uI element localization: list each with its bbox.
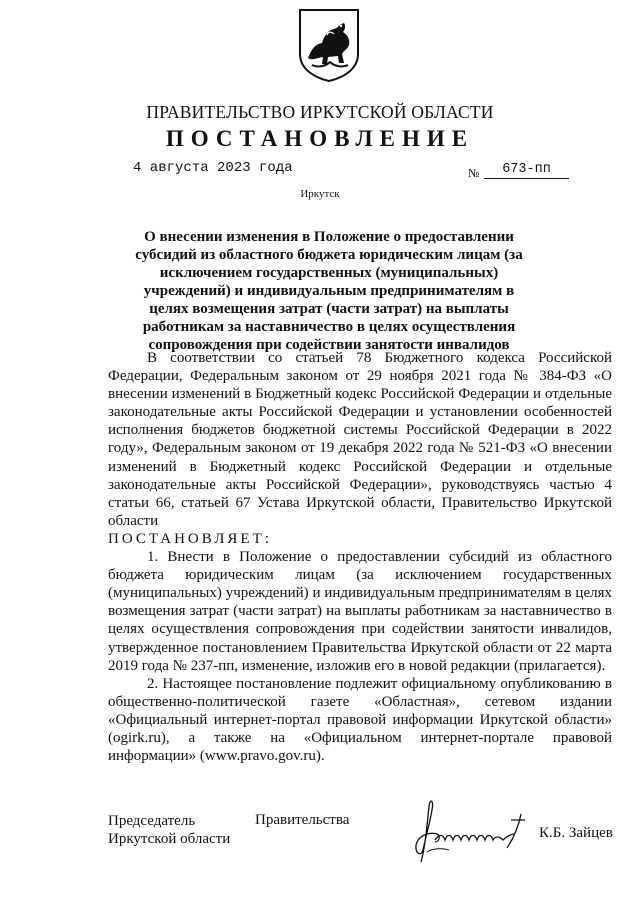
position-word-government: Правительства: [255, 812, 350, 828]
resolves-heading: ПОСТАНОВЛЯЕТ:: [108, 530, 272, 547]
number-label: №: [468, 166, 480, 180]
item-2-paragraph: 2. Настоящее постановление подлежит официальному опубликованию в общественно-политической газете «Областная», сетевом издании «Официальный интернет-портал правовой информации Иркутской области» (ogirk.ru), а также на «Официальном интернет-портале правовой информации» (www.pravo.gov.ru).: [108, 675, 612, 765]
signatory-position: [108, 812, 230, 848]
coat-of-arms-icon: [298, 8, 360, 82]
position-line-1: Председатель: [108, 813, 196, 829]
item-1-paragraph: 1. Внести в Положение о предоставлении субсидий из областного бюджета юридическим лицам (за исключением государственных (муниципальных) учреждений) и индивидуальным предпринимателям в целях возмещения затрат (части затрат) на выплаты работникам за наставничество в целях осуществления сопровождения при содействии занятости инвалидов, утвержденное постановлением Правительства Иркутской области от 22 марта 2019 года № 237-пп, изменение, изложив его в новой редакции (прилагается).: [108, 549, 612, 674]
government-name: ПРАВИТЕЛЬСТВО ИРКУТСКОЙ ОБЛАСТИ: [146, 102, 494, 122]
document-title: О внесении изменения в Положение о предоставлении субсидий из областного бюджета юридическим лицам (за исключением государственных (муниципальных) учреждений) и индивидуальным предпринимателям в целях возмещения затрат (части затрат) на выплаты работникам за наставничество в целях осуществления сопровождения при содействии занятости инвалидов: [135, 229, 523, 353]
decree-date: 4 августа 2023 года: [133, 160, 293, 176]
city: Иркутск: [300, 188, 340, 200]
decree-number: 673-пп: [484, 162, 569, 179]
handwritten-signature-icon: [403, 790, 543, 870]
position-line-2: Иркутской области: [108, 831, 231, 847]
document-body: [108, 349, 612, 765]
signatory-name: К.Б. Зайцев: [539, 825, 613, 841]
preamble-paragraph: В соответствии со статьей 78 Бюджетного кодекса Российской Федерации, Федеральным законом от 29 ноября 2021 года № 384-ФЗ «О внесении изменений в Бюджетный кодекс Российской Федерации и отдельные законодательные акты Российской Федерации и установлении особенностей исполнения бюджетов бюджетной системы Российской Федерации в 2022 году», Федеральным законом от 19 декабря 2022 года № 521-ФЗ «О внесении изменений в Бюджетный кодекс Российской Федерации и отдельные законодательные акты Российской Федерации», руководствуясь частью 4 статьи 66, статьей 67 Устава Иркутской области, Правительство Иркутской области: [108, 350, 612, 529]
document-type: ПОСТАНОВЛЕНИЕ: [165, 126, 475, 151]
